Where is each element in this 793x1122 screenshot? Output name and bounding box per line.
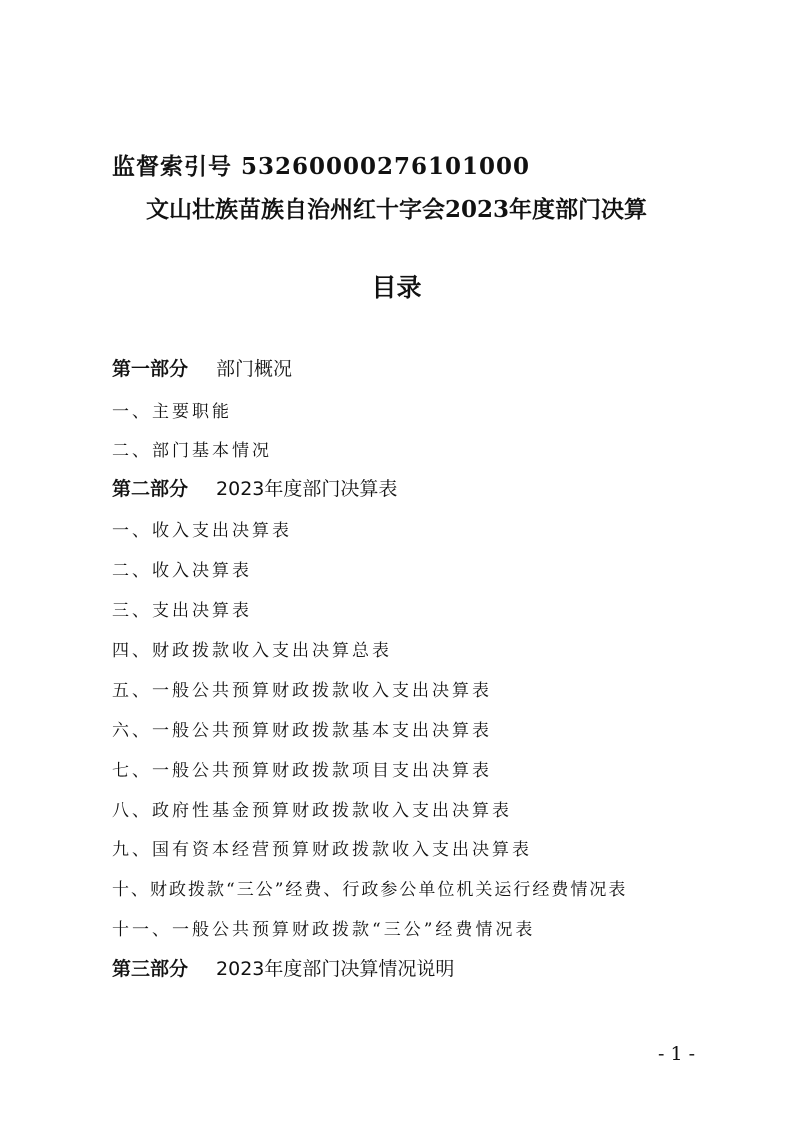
toc-part-1 <box>112 354 292 381</box>
document-title: 文山壮族苗族自治州红十字会2023年度部门决算 <box>145 196 647 223</box>
toc-item: 四、财政拨款收入支出决算总表 <box>112 641 392 661</box>
toc-item: 一、收入支出决算表 <box>112 521 292 541</box>
toc-item: 二、收入决算表 <box>112 561 252 581</box>
toc-part-3 <box>112 954 454 981</box>
part-label: 第一部分 <box>112 358 189 380</box>
toc-item: 八、政府性基金预算财政拨款收入支出决算表 <box>112 801 512 821</box>
toc-item: 十、财政拨款“三公”经费、行政参公单位机关运行经费情况表 <box>112 880 628 900</box>
part-text: 2023年度部门决算情况说明 <box>216 958 455 980</box>
toc-item: 二、部门基本情况 <box>112 441 272 461</box>
toc-item: 十一、一般公共预算财政拨款“三公”经费情况表 <box>112 920 536 940</box>
index-code: 监督索引号 53260000276101000 <box>112 153 531 180</box>
toc-item: 七、一般公共预算财政拨款项目支出决算表 <box>112 761 492 781</box>
toc-item: 五、一般公共预算财政拨款收入支出决算表 <box>112 681 492 701</box>
part-text: 部门概况 <box>216 358 293 380</box>
part-text: 2023年度部门决算表 <box>216 478 398 500</box>
toc-item: 一、主要职能 <box>112 402 232 422</box>
part-label: 第三部分 <box>112 958 189 980</box>
toc-part-2 <box>112 474 397 501</box>
toc-item: 三、支出决算表 <box>112 601 252 621</box>
toc-item: 六、一般公共预算财政拨款基本支出决算表 <box>112 721 492 741</box>
toc-item: 九、国有资本经营预算财政拨款收入支出决算表 <box>112 840 532 860</box>
page-number: - 1 - <box>658 1043 696 1065</box>
toc-heading: 目录 <box>371 273 422 302</box>
part-label: 第二部分 <box>112 478 189 500</box>
